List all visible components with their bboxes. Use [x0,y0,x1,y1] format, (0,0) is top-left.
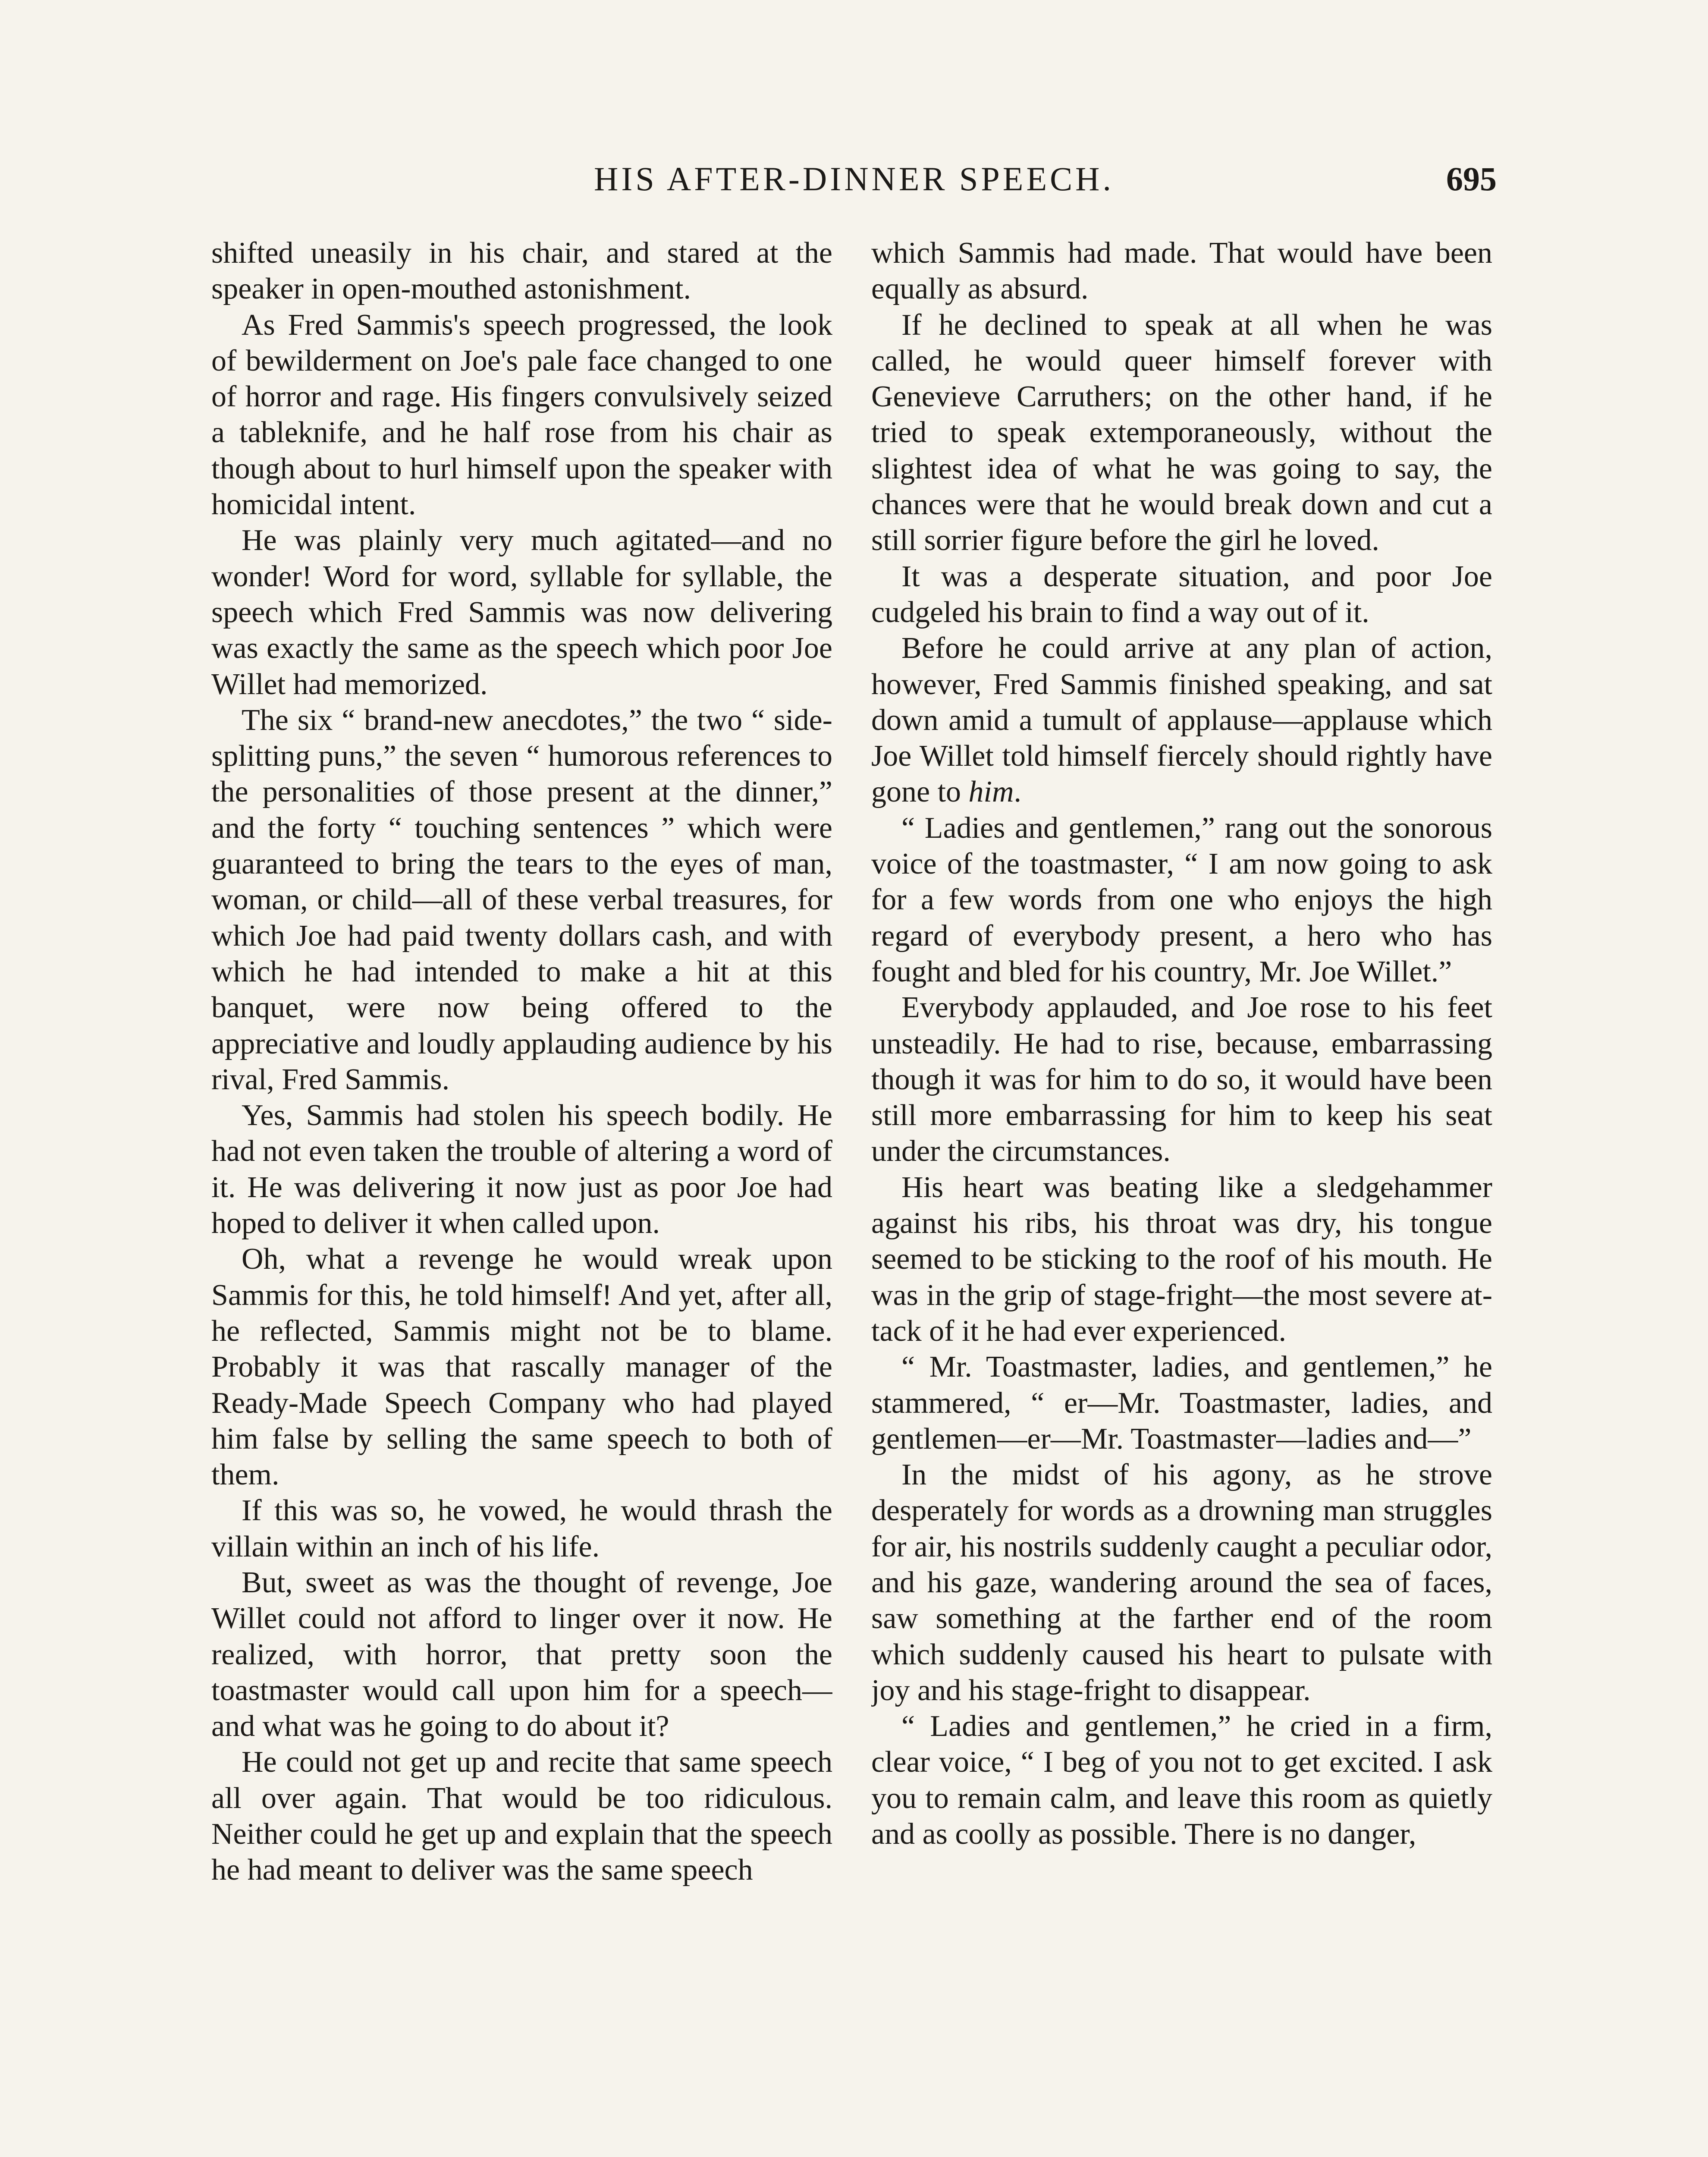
emphasis-text: him [968,775,1014,809]
paragraph-text: The six “ brand-new anecdotes,” the two “ side-splitting puns,” the seven “ humorous references to the personalities of those present at the dinner,” and the forty “ touching sentences ” which were guaranteed to bring the tears to the eyes of man, woman, or child—all of these verbal treasures, for which Joe had paid twenty dollars cash, and with which he had intended to make a hit at this banquet, were now being offered to the appreciative and loudly applauding audience by his rival, Fred Sammis. [211,703,832,1096]
paragraph [211,1097,832,1241]
paragraph-text: It was a desperate situation, and poor Joe cudgeled his brain to find a way out of it. [871,560,1492,629]
paragraph [211,1493,832,1565]
paragraph [871,307,1492,559]
running-head [211,155,1497,203]
running-title: HIS AFTER-DINNER SPEECH. [594,160,1114,198]
paragraph-text: “ Mr. Toastmaster, ladies, and gentlemen,” he stammered, “ er—Mr. Toastmaster, ladies, and gentlemen—er—Mr. Toastmaster—ladies and—” [871,1350,1492,1456]
paragraph-text: If this was so, he vowed, he would thrash the villain within an inch of his life. [211,1494,832,1563]
page-number: 695 [1446,160,1497,198]
paragraph-text: Yes, Sammis had stolen his speech bodily. He had not even taken the trouble of altering a word of it. He was delivering it now just as poor Joe had hoped to deliver it when called upon. [211,1099,832,1240]
paragraph [871,630,1492,810]
paragraph [871,1170,1492,1349]
paragraph-text: “ Ladies and gentlemen,” rang out the sonorous voice of the toastmaster, “ I am now going to ask for a few words from one who enjoys the high regard of everybody present, a hero who has fought and bled for his country, Mr. Joe Willet.” [871,811,1492,988]
paragraph-text: In the midst of his agony, as he strove desperately for words as a drowning man struggles for air, his nostrils suddenly caught a peculiar odor, and his gaze, wandering around the sea of faces, saw something at the farther end of the room which suddenly caused his heart to pulsate with joy and his stage-fright to disappear. [871,1458,1492,1707]
paragraph-text: Oh, what a revenge he would wreak upon Sammis for this, he told himself! And yet, after all, he reflected, Sammis might not be to blame. Probably it was that rascally manager of the Ready-Made Speech Company who had played him false by selling the same speech to both of them. [211,1242,832,1492]
paragraph-text: As Fred Sammis's speech progressed, the look of bewilderment on Joe's pale face changed to one of horror and rage. His fingers convulsively seized a tableknife, and he half rose from his chair as though about to hurl himself upon the speaker with homicidal intent. [211,308,832,522]
paragraph [211,1565,832,1744]
paragraph [211,307,832,523]
paragraph [211,1744,832,1888]
paragraph-text: He could not get up and recite that same speech all over again. That would be too ridiculous. Neither could he get up and explain that the speech he had meant to deliver was the same speech [211,1745,832,1887]
paragraph [211,702,832,1097]
paragraph [211,1241,832,1493]
paragraph-text: shifted uneasily in his chair, and stared at the speaker in open-mouthed astonishment. [211,236,832,306]
paragraph [871,1457,1492,1708]
paragraph [871,990,1492,1169]
paragraph-text: “ Ladies and gentlemen,” he cried in a firm, clear voice, “ I beg of you not to get excited. I ask you to remain calm, and leave this room as quietly and as coolly as possible. There is no danger, [871,1710,1492,1851]
paragraph-text: Before he could arrive at any plan of action, however, Fred Sammis finished speaking, and sat down amid a tumult of applause—applause which Joe Willet told himself fiercely should rightly have gone to [871,632,1492,809]
paragraph-text: which Sammis had made. That would have been equally as absurd. [871,236,1492,306]
left-column [211,235,832,2157]
paragraph-text: Everybody applauded, and Joe rose to his feet unsteadily. He had to rise, because, embarrassing though it was for him to do so, it would have been still more embarrassing for him to keep his seat under the circumstances. [871,991,1492,1168]
paragraph [211,235,832,307]
paragraph-text: If he declined to speak at all when he was called, he would queer himself forever with Genevieve Carruthers; on the other hand, if he tried to speak extemporaneously, without the slightest idea of what he was going to say, the chances were that he would break down and cut a still sorrier figure before the girl he loved. [871,308,1492,557]
paragraph [871,1349,1492,1457]
paragraph [211,522,832,702]
paragraph-tail: . [1014,775,1022,809]
right-column [871,235,1492,2157]
paragraph-text: But, sweet as was the thought of revenge, Joe Willet could not afford to linger over it now. He realized, with horror, that pretty soon the toastmaster would call upon him for a speech—and what was he going to do about it? [211,1566,832,1743]
paragraph [871,1708,1492,1852]
paragraph-text: He was plainly very much agitated—and no wonder! Word for word, syllable for syllable, the speech which Fred Sammis was now delivering was exactly the same as the speech which poor Joe Willet had memorized. [211,524,832,701]
paragraph [871,810,1492,990]
paragraph [871,235,1492,307]
paragraph [871,559,1492,631]
paragraph-text: His heart was beating like a sledgehammer against his ribs, his throat was dry, his tongue seemed to be sticking to the roof of his mouth. He was in the grip of stage-fright—the most severe attack of it he had ever experienced. [871,1170,1492,1348]
